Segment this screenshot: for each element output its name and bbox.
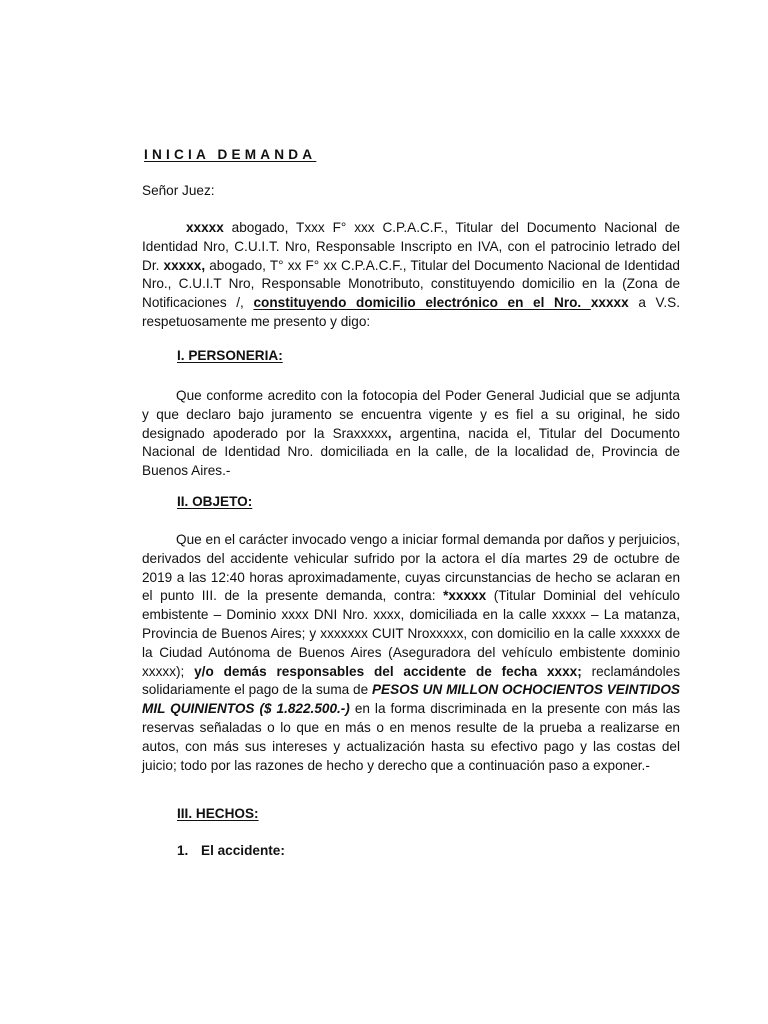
intro-text-1: abogado, Txxx F° xxx C.P.A.C.F., Titular del Documento Nacional de Identidad Nro, C.U.I.T. Nro, Responsable Inscripto en IVA, con el patrocinio letrado del Dr.	[142, 220, 680, 273]
personeria-comma: ,	[387, 425, 392, 441]
personeria-paragraph	[142, 387, 680, 481]
document-title: INICIA DEMANDA	[144, 147, 317, 162]
objeto-text-4: en la forma discriminada en la presente con más las reservas señaladas o lo que en más o en menos resulte de la prueba a realizarse en autos, con más sus intereses y actualización hasta su efectivo pago y las costas del juicio; todo por las razones de hecho y derecho que a continuación paso a exponer.-	[142, 701, 680, 773]
intro-text-3: a V.S. respetuosamente me presento y digo:	[142, 295, 680, 329]
objeto-text-3: reclamándoles solidariamente el pago de la suma de	[142, 663, 680, 698]
plaintiff-lawyer-name: xxxxx	[186, 220, 224, 235]
other-responsables: y/o demás responsables del accidente de fecha xxxx;	[194, 663, 582, 679]
section-personeria-heading: I. PERSONERIA:	[177, 348, 283, 363]
objeto-text-1: Que en el carácter invocado vengo a iniciar formal demanda por daños y perjuicios, derivados del accidente vehicular sufrido por la actora el día martes 29 de octubre de 2019 a las 12:40 horas aproximadamente, cuyas circunstancias de hecho se aclaran en el punto III. de la presente demanda, contra:	[142, 532, 680, 604]
defendant-name: *xxxxx	[443, 588, 487, 604]
hechos-item-accident	[177, 843, 285, 858]
claim-amount: PESOS UN MILLON OCHOCIENTOS VEINTIDOS MIL QUINIENTOS ($ 1.822.500.-)	[142, 682, 681, 717]
item-label: El accidente:	[201, 843, 285, 858]
personeria-text-1: Que conforme acredito con la fotocopia del Poder General Judicial que se adjunta y que declaro bajo juramento se encuentra vigente y es fiel a su original, he sido designado apoderado por la Sraxxxxx	[142, 388, 680, 441]
intro-text-2: abogado, T° xx F° xx C.P.A.C.F., Titular del Documento Nacional de Identidad Nro., C.U.I.T Nro, Responsable Monotributo, constituyendo domicilio en la (Zona de Notificaciones /,	[142, 257, 680, 311]
item-number: 1.	[177, 843, 189, 858]
personeria-text-2: argentina, nacida el, Titular del Documento Nacional de Identidad Nro. domiciliada en la calle, de la localidad de, Provincia de Buenos Aires.-	[142, 425, 680, 479]
sponsor-lawyer-name: xxxxx,	[163, 257, 206, 273]
objeto-text-2: (Titular Dominial del vehículo embistente – Dominio xxxx DNI Nro. xxxx, domiciliada en la calle xxxxx – La matanza, Provincia de Buenos Aires; y xxxxxxx CUIT Nroxxxxx, con domicilio en la calle xxxxxx de la Ciudad Autónoma de Buenos Aires (Aseguradora del vehículo embistente dominio xxxxx);	[142, 588, 680, 679]
electronic-domicile-number: xxxxx	[590, 295, 629, 311]
greeting: Señor Juez:	[142, 183, 215, 198]
objeto-paragraph	[142, 531, 680, 775]
electronic-domicile: constituyendo domicilio electrónico en el Nro.	[253, 295, 591, 311]
section-hechos-heading: III. HECHOS:	[177, 806, 259, 821]
intro-paragraph	[142, 219, 680, 332]
section-objeto-heading: II. OBJETO:	[177, 494, 253, 509]
